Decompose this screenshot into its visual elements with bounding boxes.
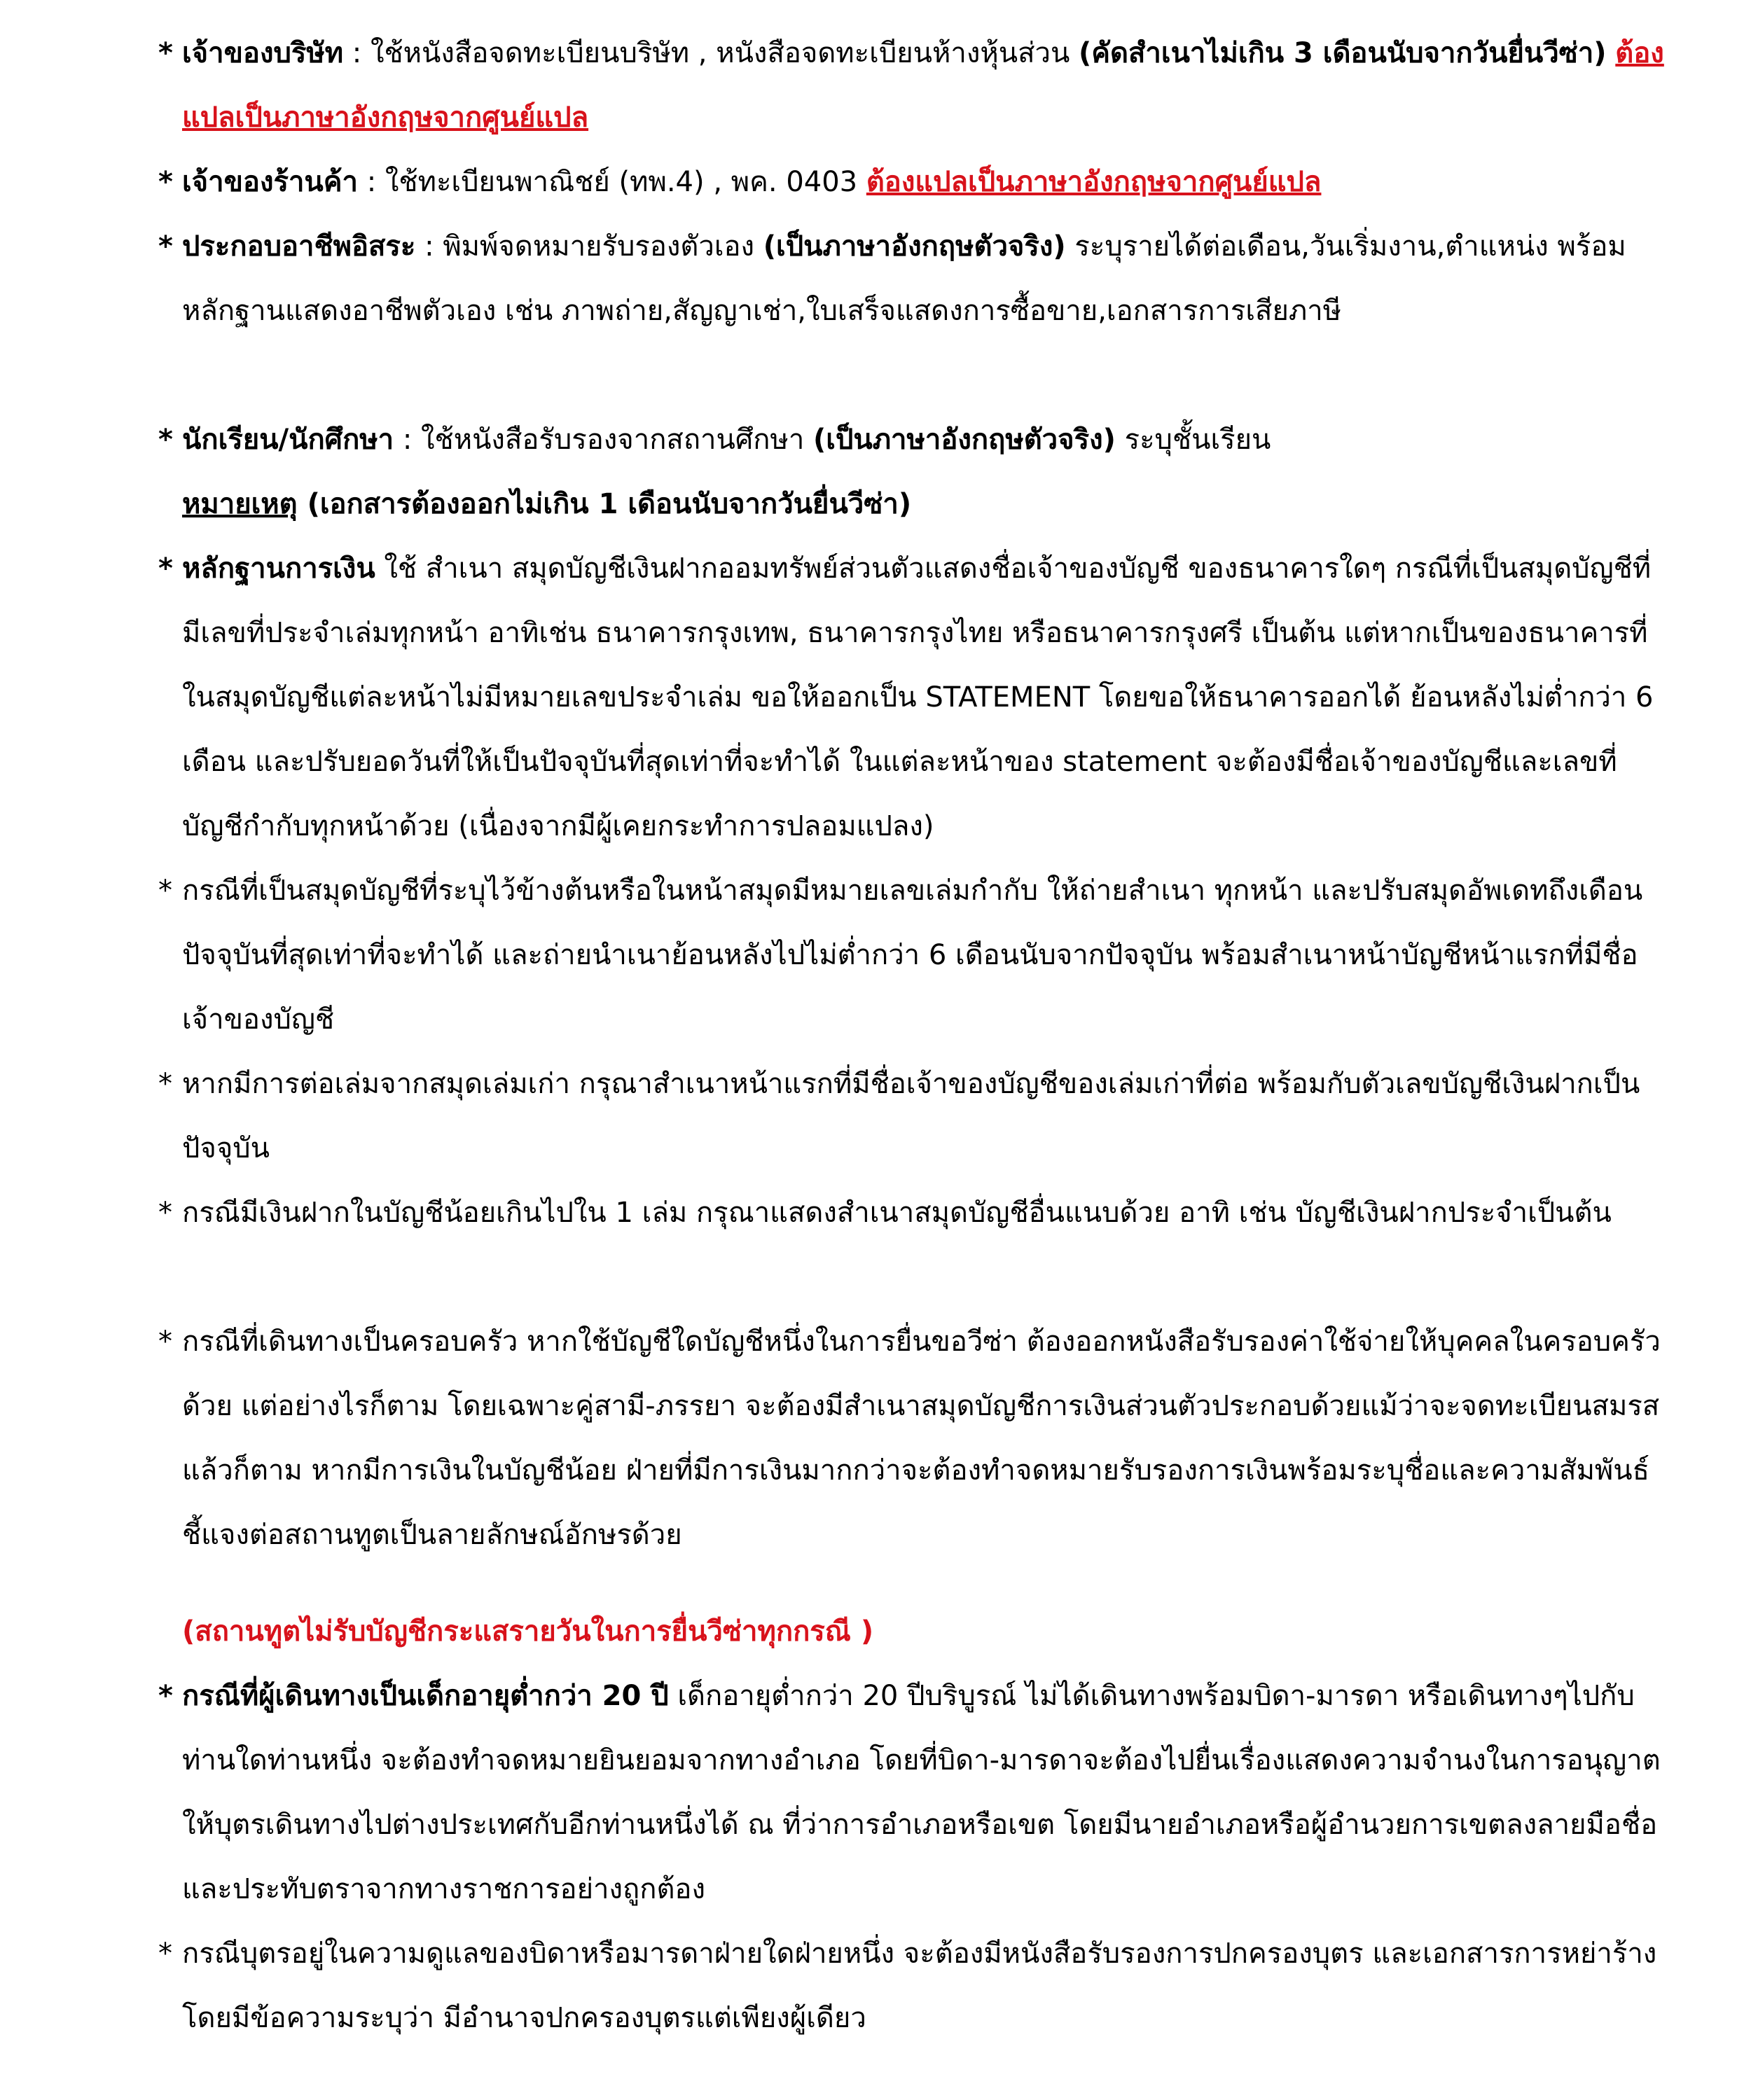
- freelance-text-1: : พิมพ์จดหมายรับรองตัวเอง: [415, 230, 763, 263]
- new-book-text: หากมีการต่อเล่มจากสมุดเล่มเก่า กรุณาสำเนาหน้าแรกที่มีชื่อเจ้าของบัญชีของเล่มเก่าที่ต่อ พร้อมกับตัวเลขบัญชีเงินฝากเป็นปัจจุบัน: [182, 1068, 1640, 1164]
- bullet-star: *: [158, 1938, 172, 1970]
- freelance-item: [158, 214, 1667, 343]
- bullet-star: *: [158, 37, 173, 69]
- bullet-star: *: [158, 1680, 173, 1712]
- bullet-star: *: [158, 230, 173, 263]
- shop-owner-label: เจ้าของร้านค้า: [182, 166, 358, 198]
- company-owner-label: เจ้าของบริษัท: [182, 37, 344, 69]
- student-text-1: : ใช้หนังสือรับรองจากสถานศึกษา: [394, 424, 813, 456]
- bullet-star: *: [158, 424, 173, 456]
- embassy-current-account-note: (สถานทูตไม่รับบัญชีกระแสรายวันในการยื่นวีซ่าทุกกรณี ): [182, 1615, 874, 1648]
- shop-owner-item: [158, 150, 1667, 214]
- shop-owner-translation-note: ต้องแปลเป็นภาษาอังกฤษจากศูนย์แปล: [866, 166, 1322, 198]
- student-label: นักเรียน/นักศึกษา: [182, 424, 394, 456]
- note-line: [182, 472, 1583, 536]
- note-text: (เอกสารต้องออกไม่เกิน 1 เดือนนับจากวันยื่นวีซ่า): [297, 488, 912, 520]
- bullet-star: *: [158, 552, 173, 585]
- note-label: หมายเหตุ: [182, 488, 298, 520]
- freelance-label: ประกอบอาชีพอิสระ: [182, 230, 416, 263]
- minor-traveler-item: [158, 1664, 1667, 1921]
- student-bold-note: (เป็นภาษาอังกฤษตัวจริง): [813, 424, 1116, 456]
- freelance-text-2: ระบุรายได้ต่อเดือน,วันเริ่มงาน,ตำแหน่ง พร้อมหลักฐานแสดงอาชีพตัวเอง เช่น ภาพถ่าย,สัญญาเช่า,ใบเสร็จแสดงการซื้อขาย,เอกสารการเสียภาษี: [182, 230, 1626, 327]
- financial-evidence-text: ใช้ สำเนา สมุดบัญชีเงินฝากออมทรัพย์ส่วนตัวแสดงชื่อเจ้าของบัญชี ของธนาคารใดๆ กรณีที่เป็นสมุดบัญชีที่มีเลขที่ประจำเล่มทุกหน้า อาทิเช่น ธนาคารกรุงเทพ, ธนาคารกรุงไทย หรือธนาคารกรุงศรี เป็นต้น แต่หากเป็นของธนาคารที่ในสมุดบัญชีแต่ละหน้าไม่มีหมายเลขประจำเล่ม ขอให้ออกเป็น STATEMENT โดยขอให้ธนาคารออกได้ ย้อนหลังไม่ต่ำกว่า 6 เดือน และปรับยอดวันที่ให้เป็นปัจจุบันที่สุดเท่าที่จะทำได้ ในแต่ละหน้าของ statement จะต้องมีชื่อเจ้าของบัญชีและเลขที่บัญชีกำกับทุกหน้าด้วย (เนื่องจากมีผู้เคยกระทำการปลอมแปลง): [182, 552, 1654, 842]
- low-balance-text: กรณีมีเงินฝากในบัญชีน้อยเกินไปใน 1 เล่ม กรุณาแสดงสำเนาสมุดบัญชีอื่นแนบด้วย อาทิ เช่น บัญชีเงินฝากประจำเป็นต้น: [182, 1197, 1612, 1229]
- family-travel-text: กรณีที่เดินทางเป็นครอบครัว หากใช้บัญชีใดบัญชีหนึ่งในการยื่นขอวีซ่า ต้องออกหนังสือรับรองค่าใช้จ่ายให้บุคคลในครอบครัวด้วย แต่อย่างไรก็ตาม โดยเฉพาะคู่สามี-ภรรยา จะต้องมีสำเนาสมุดบัญชีการเงินส่วนตัวประกอบด้วยแม้ว่าจะจดทะเบียนสมรสแล้วก็ตาม หากมีการเงินในบัญชีน้อย ฝ่ายที่มีการเงินมากกว่าจะต้องทำจดหมายรับรองการเงินพร้อมระบุชื่อและความสัมพันธ์ชี้แจงต่อสถานทูตเป็นลายลักษณ์อักษรด้วย: [182, 1326, 1661, 1551]
- bullet-star: *: [158, 1326, 172, 1358]
- company-owner-text: : ใช้หนังสือจดทะเบียนบริษัท , หนังสือจดทะเบียนห้างหุ้นส่วน: [343, 37, 1079, 69]
- student-text-2: ระบุชั้นเรียน: [1115, 424, 1271, 456]
- company-owner-translation-note: ต้องแปลเป็นภาษาอังกฤษจากศูนย์แปล: [182, 37, 1664, 134]
- financial-evidence-item: [158, 536, 1667, 858]
- custody-item: [158, 1921, 1667, 2050]
- company-owner-bold-note: (คัดสำเนาไม่เกิน 3 เดือนนับจากวันยื่นวีซ่า): [1079, 37, 1607, 69]
- student-item: [158, 408, 1667, 472]
- family-travel-item: [158, 1309, 1667, 1567]
- minor-traveler-label: กรณีที่ผู้เดินทางเป็นเด็กอายุต่ำกว่า 20 ปี: [182, 1680, 669, 1712]
- numbered-book-text: กรณีที่เป็นสมุดบัญชีที่ระบุไว้ข้างต้นหรือในหน้าสมุดมีหมายเลขเล่มกำกับ ให้ถ่ายสำเนา ทุกหน้า และปรับสมุดอัพเดทถึงเดือนปัจจุบันที่สุดเท่าที่จะทำได้ และถ่ายนำเนาย้อนหลังไปไม่ต่ำกว่า 6 เดือนนับจากปัจจุบัน พร้อมสำเนาหน้าบัญชีหน้าแรกที่มีชื่อเจ้าของบัญชี: [182, 875, 1643, 1036]
- custody-text: กรณีบุตรอยู่ในความดูแลของบิดาหรือมารดาฝ่ายใดฝ่ายหนึ่ง จะต้องมีหนังสือรับรองการปกครองบุตร และเอกสารการหย่าร้าง โดยมีข้อความระบุว่า มีอำนาจปกครองบุตรแต่เพียงผู้เดียว: [182, 1938, 1657, 2034]
- company-owner-item: [158, 21, 1667, 150]
- financial-evidence-label: หลักฐานการเงิน: [182, 552, 375, 585]
- minor-traveler-text: เด็กอายุต่ำกว่า 20 ปีบริบูรณ์ ไม่ได้เดินทางพร้อมบิดา-มารดา หรือเดินทางๆไปกับท่านใดท่านหนึ่ง จะต้องทำจดหมายยินยอมจากทางอำเภอ โดยที่บิดา-มารดาจะต้องไปยื่นเรื่องแสดงความจำนงในการอนุญาตให้บุตรเดินทางไปต่างประเทศกับอีกท่านหนึ่งได้ ณ ที่ว่าการอำเภอหรือเขต โดยมีนายอำเภอหรือผู้อำนวยการเขตลงลายมือชื่อและประทับตราจากทางราชการอย่างถูกต้อง: [182, 1680, 1661, 1905]
- numbered-book-item: [158, 858, 1667, 1052]
- new-book-item: [158, 1052, 1667, 1181]
- bullet-star: *: [158, 1197, 172, 1229]
- bullet-star: *: [158, 1068, 172, 1100]
- bullet-star: *: [158, 166, 173, 198]
- low-balance-item: [158, 1181, 1667, 1245]
- shop-owner-text: : ใช้ทะเบียนพาณิชย์ (ทพ.4) , พค. 0403: [357, 166, 866, 198]
- bullet-star: *: [158, 875, 172, 907]
- freelance-bold-note: (เป็นภาษาอังกฤษตัวจริง): [763, 230, 1066, 263]
